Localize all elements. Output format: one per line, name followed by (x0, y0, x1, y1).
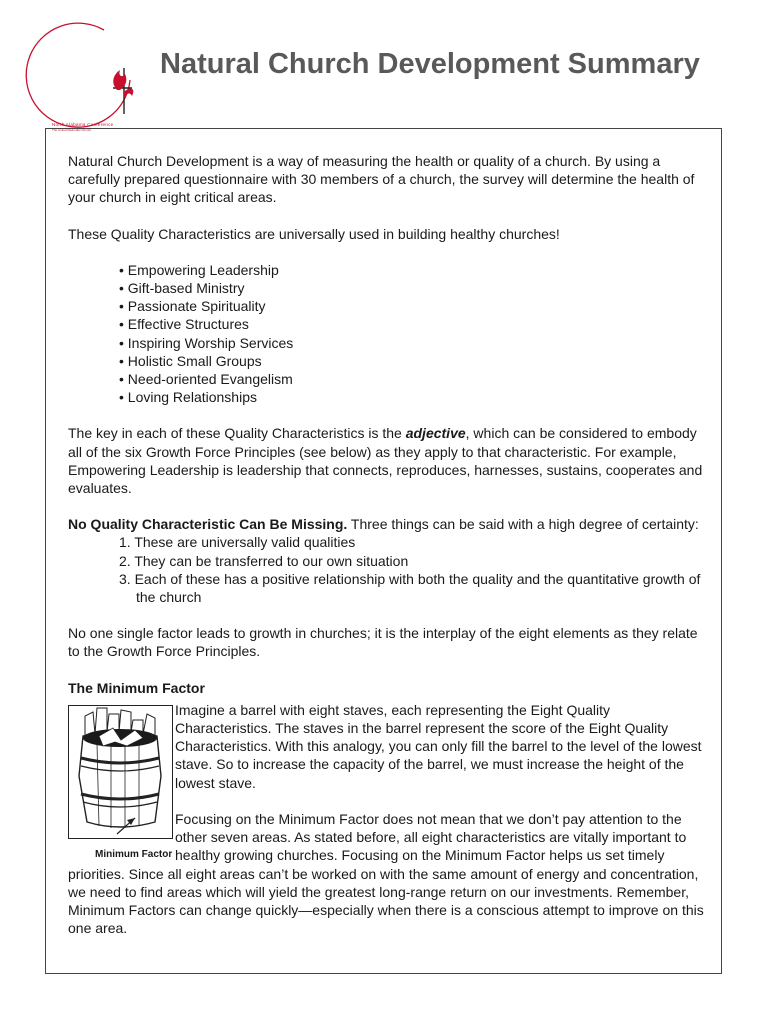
minimum-factor-paragraph-1: Imagine a barrel with eight staves, each representing the Eight Quality Characteristics. The staves in the barrel represent the score of the Eight Quality Characteristics. With this analogy, you can only fill the barrel to the level of the lowest stave. So to increase the capacity of the barrel, we must increase the height of the lowest stave. (175, 701, 702, 791)
list-item: 1. These are universally valid qualities (119, 534, 356, 551)
list-item: • Passionate Spirituality (119, 298, 266, 315)
adjective-text-before: The key in each of these Quality Characteristics is the (68, 425, 406, 442)
list-item: • Need-oriented Evangelism (119, 371, 293, 388)
page-title: Natural Church Development Summary (160, 48, 700, 80)
list-item: • Inspiring Worship Services (119, 334, 294, 351)
barrel-caption: Minimum Factor (95, 848, 173, 860)
cross-and-flame-icon (14, 18, 144, 136)
missing-text: Three things can be said with a high degree of certainty: (347, 516, 699, 533)
conference-logo (14, 18, 144, 136)
characteristics-intro: These Quality Characteristics are universally used in building healthy churches! (68, 225, 560, 242)
missing-paragraph (68, 515, 704, 533)
barrel-illustration (68, 705, 175, 863)
list-item: • Gift-based Ministry (119, 280, 245, 297)
adjective-paragraph (68, 424, 704, 497)
interplay-paragraph: No one single factor leads to growth in churches; it is the interplay of the eight elements as they relate to the Growth Force Principles. (68, 625, 698, 660)
logo-subtitle: The United Methodist Church (52, 128, 92, 132)
list-item: • Loving Relationships (119, 389, 257, 406)
intro-paragraph: Natural Church Development is a way of measuring the health or quality of a church. By using a carefully prepared questionnaire with 30 members of a church, the survey will determine the health of your church in eight critical areas. (68, 153, 695, 206)
certainty-list (68, 533, 704, 606)
barrel-icon (69, 706, 172, 838)
list-item: • Empowering Leadership (119, 261, 279, 278)
adjective-emphasis: adjective (405, 425, 466, 442)
adjective-text-after: , which can be considered to embody all of the six Growth Force Principles (see below) as they apply to that characteristic. For example, Empowering Leadership is leadership that connects, reproduces, harnesses, sustains, cooperates and evaluates. (68, 425, 703, 497)
logo-org-name: North Alabama Conference (52, 122, 114, 127)
minimum-factor-heading: The Minimum Factor (68, 679, 205, 696)
barrel-image-frame (68, 705, 173, 839)
summary-body (68, 152, 704, 955)
missing-heading: No Quality Characteristic Can Be Missing. (68, 516, 348, 533)
list-item: 3. Each of these has a positive relationship with both the quality and the quantitative growth of the church (119, 570, 701, 606)
list-item: • Holistic Small Groups (119, 352, 262, 369)
list-item: • Effective Structures (119, 316, 249, 333)
list-item: 2. They can be transferred to our own situation (119, 552, 409, 569)
quality-characteristics-list (68, 261, 704, 407)
minimum-factor-paragraph-2: Focusing on the Minimum Factor does not mean that we don’t pay attention to the other seven areas. As stated before, all eight characteristics are vitally important to healthy growing churches. Focusing on the Minimum Factor helps us set timely priorities. Since all eight areas can’t be worked on with the same amount of energy and concentration, we need to find areas which will yield the greatest long-range return on our investments. Remember, Minimum Factors can change quickly—especially when there is a conscious attempt to improve on this one area. (68, 810, 704, 937)
